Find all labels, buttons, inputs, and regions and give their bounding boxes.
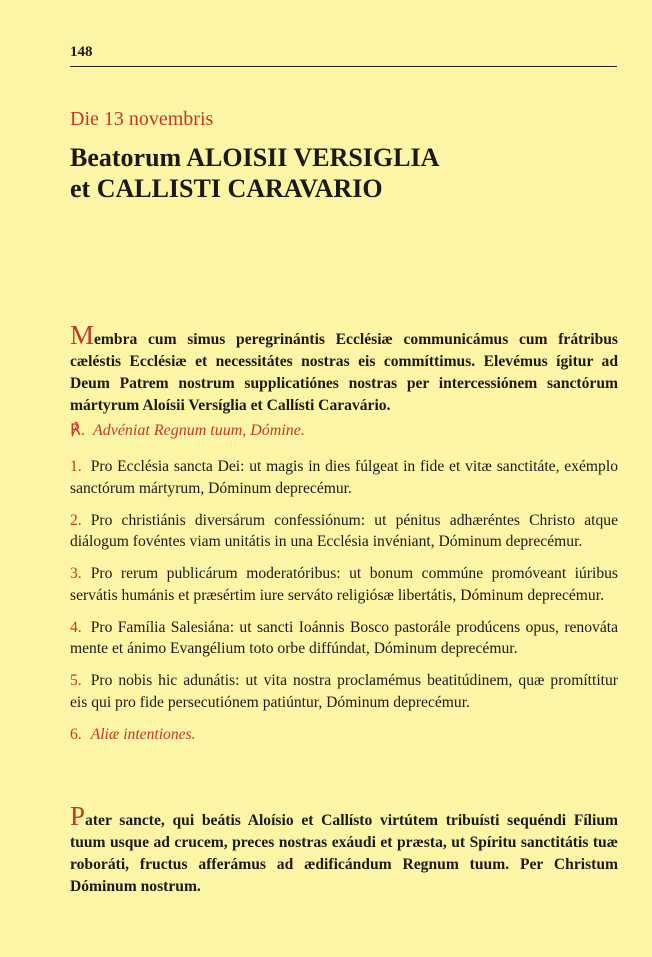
response-text: Advéniat Regnum tuum, Dómine. — [92, 422, 305, 439]
header-rule — [70, 66, 617, 67]
petition-item — [70, 670, 618, 713]
petition-text: Pro Família Salesiána: ut sancti Ioánnis Bosco pastorále prodúcens opus, renováta mente et ánimo Evangélium toto orbe diffúndat, Dóminum deprecémur. — [70, 618, 618, 657]
petition-item — [70, 724, 618, 746]
petition-text: Pro Ecclésia sancta Dei: ut magis in dies fúlgeat in fide et vitæ sanctitáte, exémplo sanctórum mártyrum, Dóminum deprecémur. — [70, 458, 618, 497]
intro-initial: M — [70, 320, 95, 350]
petition-item — [70, 510, 618, 553]
title-line-2: et CALLISTI CARAVARIO — [70, 174, 383, 203]
response-symbol: ℟. — [70, 422, 85, 439]
petition-item — [70, 456, 618, 499]
petition-item — [70, 617, 618, 660]
response-line — [70, 420, 305, 442]
petition-text: Pro christiánis diversárum confessiónum: ut pénitus adhæréntes Christo atque diálogum fovéntes viam unitátis in una Ecclésia invéniant, Dóminum deprecémur. — [70, 511, 618, 550]
prayer-initial: P — [70, 801, 86, 831]
petition-text: Aliæ intentiones. — [90, 725, 196, 743]
petition-number: 6. — [70, 725, 82, 743]
intro-paragraph — [70, 322, 618, 417]
petition-number: 1. — [70, 458, 82, 475]
page-number: 148 — [70, 44, 93, 60]
date-heading: Die 13 novembris — [70, 108, 214, 130]
title-line-1: Beatorum ALOISII VERSIGLIA — [70, 143, 440, 172]
prayer-text: ater sancte, qui beátis Aloísio et Callísto virtútem tribuísti sequéndi Fílium tuum usque ad crucem, preces nostras exáudi et præsta, ut Spíritu sanctitátis tuæ roboráti, fructus afferámus ad ædificándum Regnum tuum. Per Christum Dóminum nostrum. — [70, 812, 618, 895]
petition-item — [70, 563, 618, 606]
intro-text: embra cum simus peregrinántis Ecclésiæ communicámus cum frátribus cæléstis Ecclésiæ et necessitátes nostras eis commíttimus. Elevémus ígitur ad Deum Patrem nostrum supplicatiónes nostras per intercessiónem sanctórum mártyrum Aloísii Versíglia et Callísti Caravário. — [70, 331, 618, 414]
petition-text: Pro rerum publicárum moderatóribus: ut bonum commúne promóveant iúribus servátis humánis et præsértim iure serváto religiósæ libertátis, Dóminum deprecémur. — [70, 565, 618, 604]
petitions-list — [70, 456, 618, 756]
petition-number: 3. — [70, 565, 82, 582]
closing-prayer — [70, 803, 618, 898]
petition-number: 5. — [70, 672, 82, 689]
petition-text: Pro nobis hic adunátis: ut vita nostra proclamémus beatitúdinem, quæ promíttitur eis qui pro fide persecutiónem patiúntur, Dóminum deprecémur. — [70, 672, 618, 711]
petition-number: 2. — [70, 511, 82, 529]
petition-number: 4. — [70, 618, 82, 636]
page-title — [70, 142, 590, 204]
